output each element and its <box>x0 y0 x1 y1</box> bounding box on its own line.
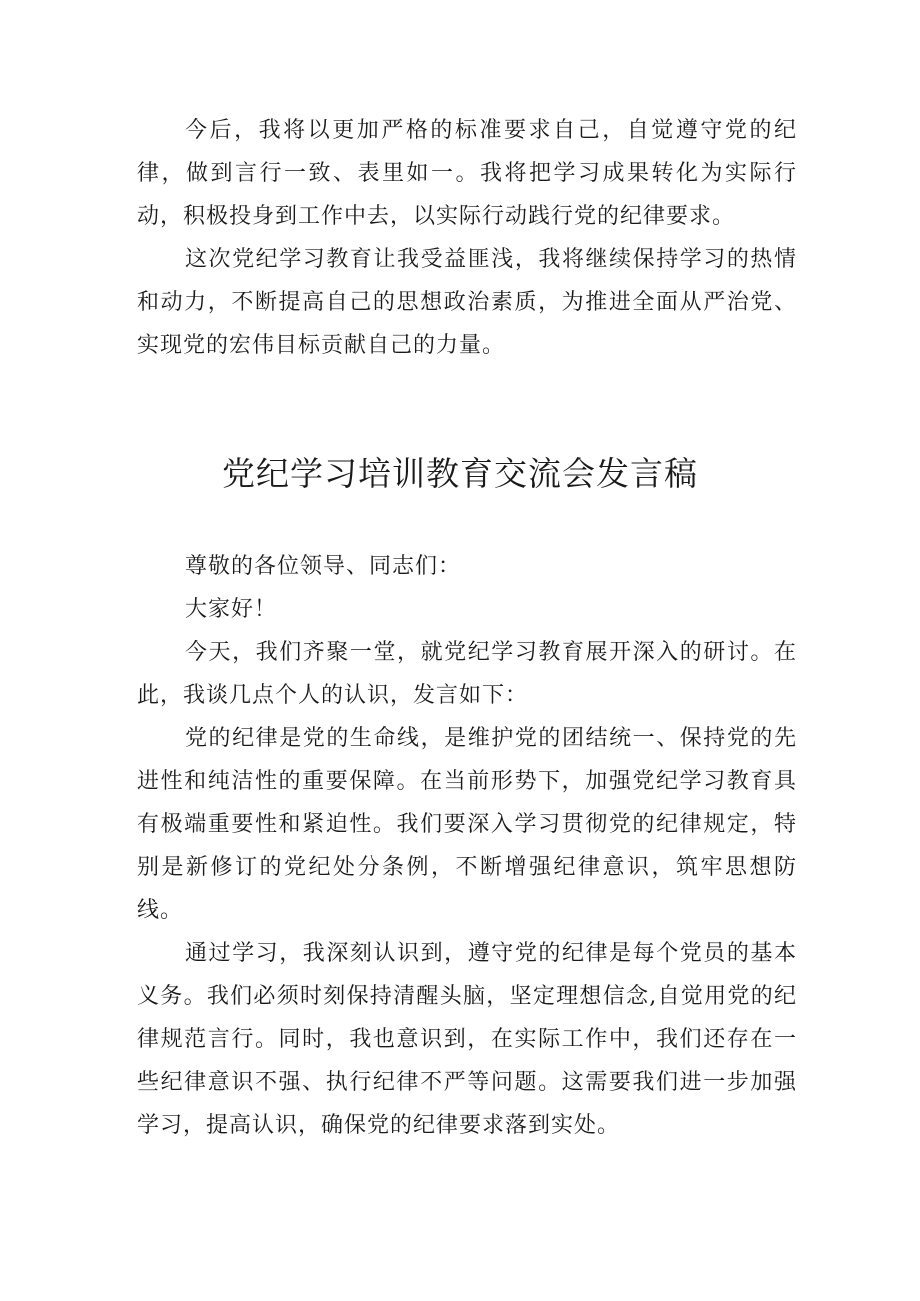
document-title: 党纪学习培训教育交流会发言稿 <box>222 454 698 493</box>
body-paragraph-1: 今天，我们齐聚一堂，就党纪学习教育展开深入的研讨。在此，我谈几点个人的认识，发言如下： <box>137 640 797 708</box>
greeting: 大家好！ <box>185 597 278 622</box>
intro-paragraph-1: 今后，我将以更加严格的标准要求自己，自觉遵守党的纪律，做到言行一致、表里如一。我将把学习成果转化为实际行动，积极投身到工作中去，以实际行动践行党的纪律要求。 <box>137 118 797 229</box>
intro-section <box>137 109 797 367</box>
intro-paragraph-2: 这次党纪学习教育让我受益匪浅，我将继续保持学习的热情和动力，不断提高自己的思想政治素质，为推进全面从严治党、实现党的宏伟目标贡献自己的力量。 <box>137 247 797 358</box>
body-paragraph-3: 通过学习，我深刻认识到，遵守党的纪律是每个党员的基本义务。我们必须时刻保持清醒头脑，坚定理想信念,自觉用党的纪律规范言行。同时，我也意识到，在实际工作中，我们还存在一些纪律意识不强、执行纪律不严等问题。这需要我们进一步加强学习，提高认识，确保党的纪律要求落到实处。 <box>137 941 797 1138</box>
salutation: 尊敬的各位领导、同志们： <box>185 554 462 579</box>
body-paragraph-2: 党的纪律是党的生命线，是维护党的团结统一、保持党的先进性和纯洁性的重要保障。在当前形势下，加强党纪学习教育具有极端重要性和紧迫性。我们要深入学习贯彻党的纪律规定，特别是新修订的党纪处分条例，不断增强纪律意识，筑牢思想防线。 <box>137 726 797 923</box>
speech-body <box>137 545 797 1147</box>
